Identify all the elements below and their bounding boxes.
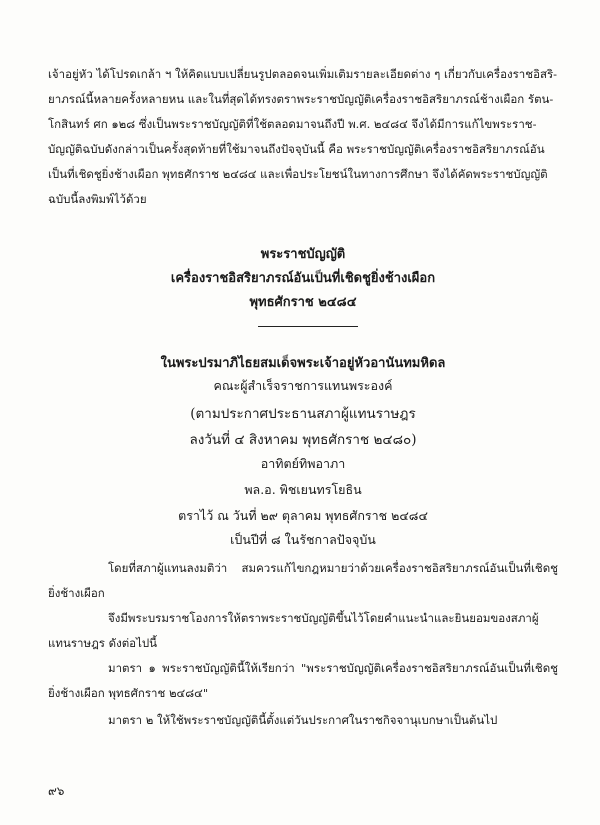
act-title-year: พุทธศักราช ๒๔๘๔ — [249, 295, 357, 310]
reign-year: เป็นปีที่ ๘ ในรัชกาลปัจจุบัน — [230, 532, 376, 547]
section-2-text: มาตรา ๒ ให้ใช้พระราชบัญญัตินี้ตั้งแต่วันประกาศในราชกิจจานุเบกษาเป็นต้นไป — [108, 713, 498, 727]
intro-line: ฉบับนี้ลงพิมพ์ไว้ด้วย — [48, 192, 147, 206]
regent-name-1: อาทิตย์ทิพอาภา — [260, 456, 346, 471]
regent-name-2: พล.อ. พิชเยนทรโยธิน — [244, 482, 362, 497]
enactment-paragraph — [48, 606, 558, 656]
section-1-text: มาตรา ๑ พระราชบัญญัตินี้ให้เรียกว่า "พระราชบัญญัติเครื่องราชอิสริยาภรณ์อันเป็นที่เชิดชูยิ่งช้างเผือก พุทธศักราช ๒๔๘๔" — [48, 661, 558, 700]
intro-line: เป็นที่เชิดชูยิ่งช้างเผือก พุทธศักราช ๒๔๘๔ และเพื่อประโยชน์ในทางการศึกษา จึงได้คัดพระราชบัญญัติ — [48, 167, 548, 181]
enactment-text: จึงมีพระบรมราชโองการให้ตราพระราชบัญญัติขึ้นไว้โดยคำแนะนำและยินยอมของสภาผู้แทนราษฎร ดังต่อไปนี้ — [48, 611, 539, 650]
section-2-paragraph — [48, 708, 558, 733]
announcement-date: ลงวันที่ ๔ สิงหาคม พุทธศักราช ๒๔๘๐) — [189, 432, 417, 448]
intro-line: เจ้าอยู่หัว ได้โปรดเกล้า ฯ ให้คิดแบบเปลี่ยนรูปตลอดจนเพิ่มเติมรายละเอียดต่าง ๆ เกี่ยวกับเครื่องราชอิสริ- — [48, 67, 558, 81]
intro-line: โกสินทร์ ศก ๑๒๘ ซึ่งเป็นพระราชบัญญัติที่ใช้ตลอดมาจนถึงปี พ.ศ. ๒๔๘๔ จึงได้มีการแก้ไขพระราช- — [48, 117, 537, 131]
intro-paragraph — [48, 62, 558, 212]
page-number: ๙๖ — [48, 784, 65, 798]
intro-line: ยาภรณ์นี้หลายครั้งหลายหน และในที่สุดได้ทรงตราพระราชบัญญัติเครื่องราชอิสริยาภรณ์ช้างเผือก รัตน- — [48, 92, 554, 106]
intro-line: บัญญัติฉบับดังกล่าวเป็นครั้งสุดท้ายที่ใช้มาจนถึงปัจจุบันนี้ คือ พระราชบัญญัติเครื่องราชอิสริยาภรณ์อัน — [48, 142, 545, 156]
preamble-paragraph — [48, 556, 558, 606]
title-divider — [258, 326, 358, 327]
act-title: พระราชบัญญัติ — [260, 247, 346, 262]
regent-line: คณะผู้สำเร็จราชการแทนพระองค์ — [213, 378, 393, 393]
announcement-line: (ตามประกาศประธานสภาผู้แทนราษฎร — [190, 406, 416, 422]
preamble-text: โดยที่สภาผู้แทนลงมติว่า สมควรแก้ไขกฎหมายว่าด้วยเครื่องราชอิสริยาภรณ์อันเป็นที่เชิดชูยิ่งช้างเผือก — [48, 561, 558, 600]
reign-line: ในพระปรมาภิไธยสมเด็จพระเจ้าอยู่หัวอานันทมหิดล — [160, 356, 446, 371]
section-1-paragraph — [48, 656, 558, 706]
given-date: ตราไว้ ณ วันที่ ๒๙ ตุลาคม พุทธศักราช ๒๔๘๔ — [178, 508, 428, 523]
act-title-subject: เครื่องราชอิสริยาภรณ์อันเป็นที่เชิดชูยิ่งช้างเผือก — [170, 271, 436, 286]
